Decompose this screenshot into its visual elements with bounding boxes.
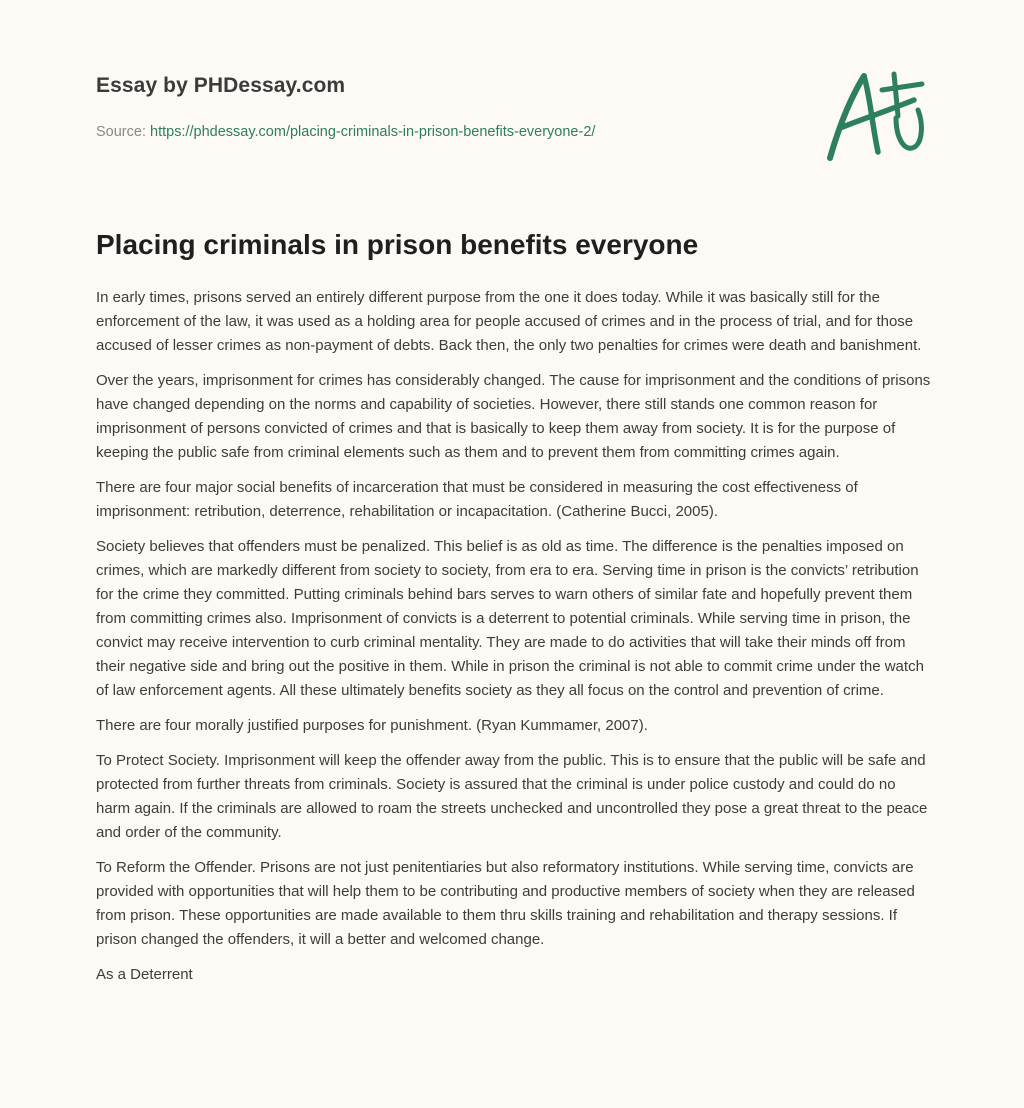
essay-paragraph: Over the years, imprisonment for crimes has considerably changed. The cause for imprisonment and the conditions of prisons have changed depending on the norms and capability of societies. However, there still stands one common reason for imprisonment of persons convicted of crimes and that is basically to keep them away from society. It is for the purpose of keeping the public safe from criminal elements such as them and to prevent them from committing crimes again. [96,372,931,461]
essay-title: Placing criminals in prison benefits everyone [96,229,699,260]
essay-paragraph: As a Deterrent [96,966,193,983]
essay-paragraph: To Reform the Offender. Prisons are not just penitentiaries but also reformatory institutions. While serving time, convicts are provided with opportunities that will help them to be contributing and productive members of society when they are released from prison. These opportunities are made available to them thru skills training and rehabilitation and therapy sessions. If prison changed the offenders, it will a better and welcomed change. [96,859,915,948]
essay-paragraph: In early times, prisons served an entirely different purpose from the one it does today. While it was basically still for the enforcement of the law, it was used as a holding area for people accused of crimes and in the process of trial, and for those accused of lesser crimes as non-payment of debts. Back then, the only two penalties for crimes were death and banishment. [96,289,922,354]
a-plus-grade-logo-icon [822,66,932,166]
site-title: Essay by PHDessay.com [96,74,346,97]
source-line [96,124,796,140]
source-link[interactable]: https://phdessay.com/placing-criminals-in-prison-benefits-everyone-2/ [150,124,596,140]
essay-paragraph: To Protect Society. Imprisonment will keep the offender away from the public. This is to ensure that the public will be safe and protected from further threats from criminals. Society is assured that the criminal is under police custody and could do no harm again. If the criminals are allowed to roam the streets unchecked and uncontrolled they pose a great threat to the peace and order of the community. [96,752,928,841]
essay-paragraph: Society believes that offenders must be penalized. This belief is as old as time. The difference is the penalties imposed on crimes, which are markedly different from society to society, from era to era. Serving time in prison is the convicts’ retribution for the crime they committed. Putting criminals behind bars serves to warn others of similar fate and hopefully prevent them from committing crimes also. Imprisonment of convicts is a deterrent to potential criminals. While serving time in prison, the convict may receive intervention to curb criminal mentality. They are made to do activities that will take their minds off from their negative side and bring out the positive in them. While in prison the criminal is not able to commit crime under the watch of law enforcement agents. All these ultimately benefits society as they all focus on the control and prevention of crime. [96,538,924,699]
essay-paragraph: There are four morally justified purposes for punishment. (Ryan Kummamer, 2007). [96,717,648,734]
source-label: Source: [96,124,146,140]
essay-paragraph: There are four major social benefits of incarceration that must be considered in measuring the cost effectiveness of imprisonment: retribution, deterrence, rehabilitation or incapacitation. (Catherine Bucci, 2005). [96,479,858,520]
essay-header [96,74,796,140]
essay-content [96,226,932,998]
